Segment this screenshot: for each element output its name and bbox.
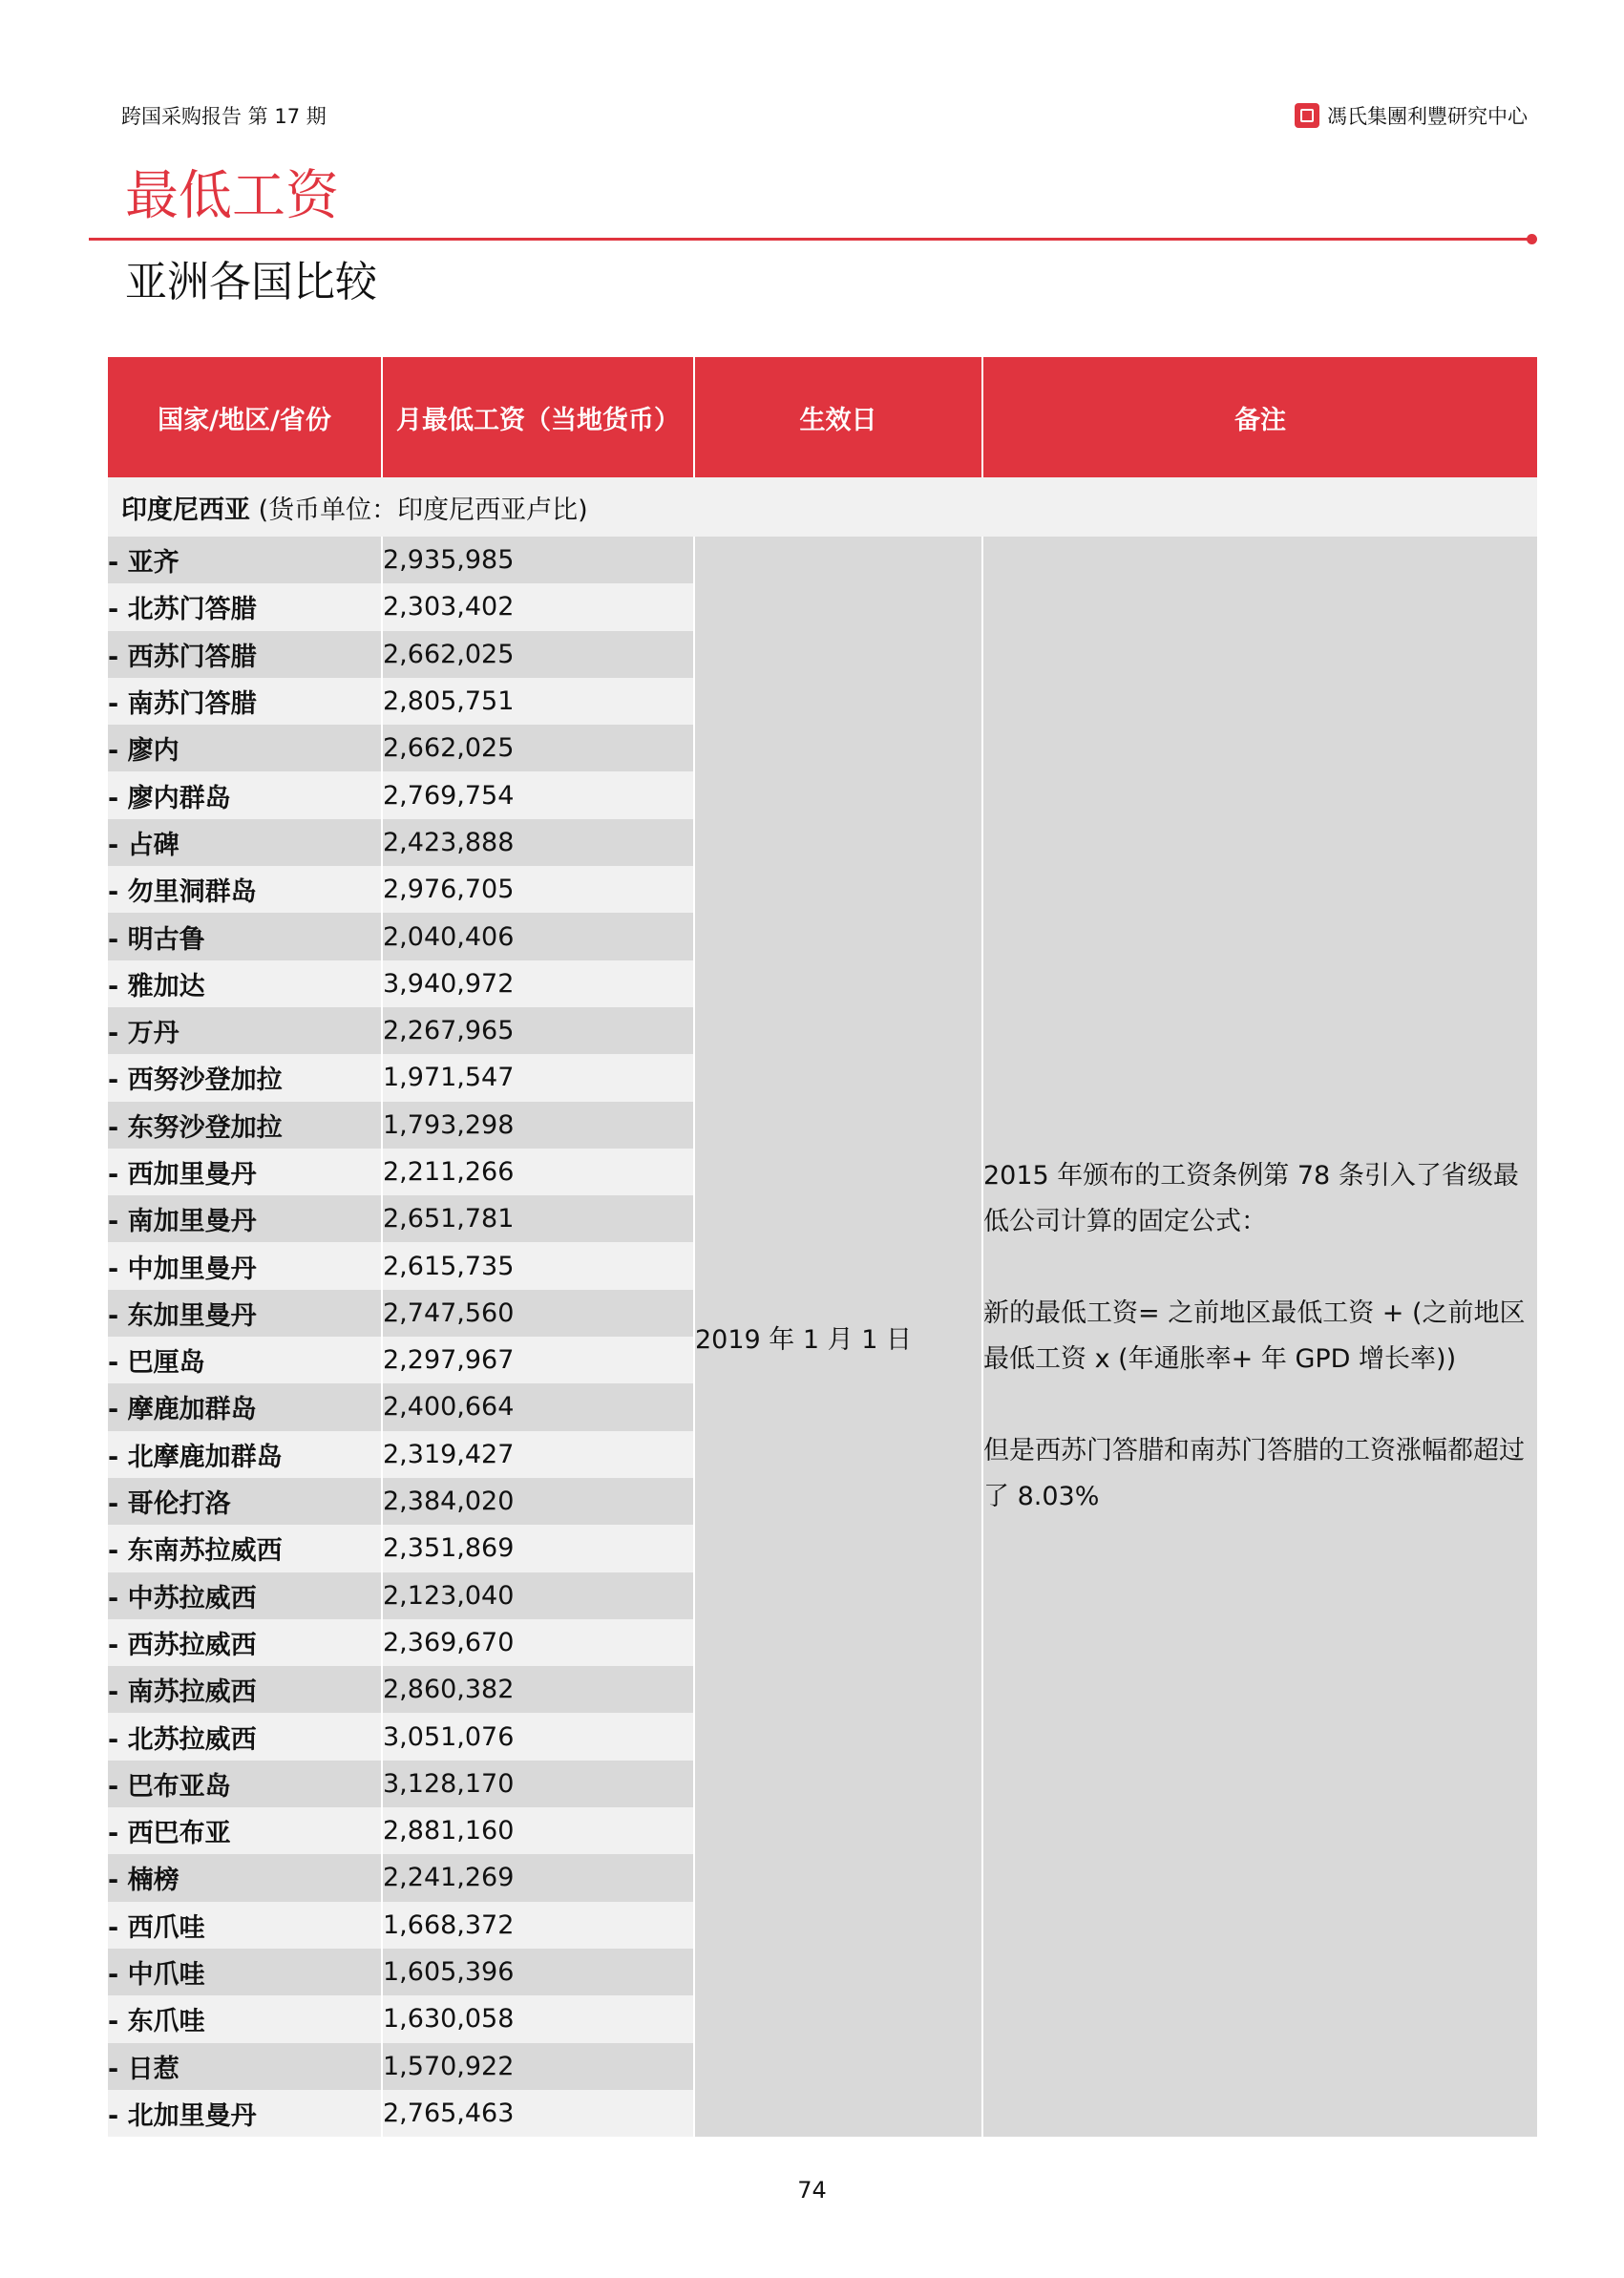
region-name: - 巴厘岛 bbox=[108, 1337, 382, 1383]
region-name: - 占碑 bbox=[108, 819, 382, 866]
header-region: 国家/地区/省份 bbox=[108, 357, 382, 477]
region-name: - 北摩鹿加群岛 bbox=[108, 1431, 382, 1478]
wage-value: 2,651,781 bbox=[382, 1195, 694, 1242]
region-name: - 北苏门答腊 bbox=[108, 583, 382, 630]
wage-value: 1,570,922 bbox=[382, 2043, 694, 2090]
region-name: - 东加里曼丹 bbox=[108, 1290, 382, 1337]
region-name: - 西加里曼丹 bbox=[108, 1149, 382, 1195]
region-name: - 廖内 bbox=[108, 725, 382, 771]
wage-value: 2,805,751 bbox=[382, 678, 694, 725]
wage-value: 2,662,025 bbox=[382, 725, 694, 771]
region-name: - 雅加达 bbox=[108, 960, 382, 1007]
wage-value: 3,940,972 bbox=[382, 960, 694, 1007]
divider-dot bbox=[1527, 234, 1537, 244]
wage-value: 3,128,170 bbox=[382, 1761, 694, 1807]
wage-value: 2,241,269 bbox=[382, 1854, 694, 1901]
group-country: 印度尼西亚 bbox=[121, 495, 250, 525]
region-name: - 廖内群岛 bbox=[108, 771, 382, 818]
wage-value: 2,040,406 bbox=[382, 913, 694, 960]
wage-value: 2,860,382 bbox=[382, 1666, 694, 1713]
region-name: - 中爪哇 bbox=[108, 1949, 382, 1995]
notes-cell bbox=[982, 537, 1537, 2137]
region-name: - 西爪哇 bbox=[108, 1902, 382, 1949]
region-name: - 南苏拉威西 bbox=[108, 1666, 382, 1713]
wage-value: 1,630,058 bbox=[382, 1995, 694, 2042]
wage-value: 2,123,040 bbox=[382, 1572, 694, 1619]
region-name: - 西努沙登加拉 bbox=[108, 1054, 382, 1101]
wage-value: 2,369,670 bbox=[382, 1619, 694, 1666]
wage-value: 2,976,705 bbox=[382, 866, 694, 913]
region-name: - 中加里曼丹 bbox=[108, 1242, 382, 1289]
publisher-name: 馮氏集團利豐研究中心 bbox=[1327, 105, 1528, 128]
wage-value: 2,769,754 bbox=[382, 771, 694, 818]
header-effective-date: 生效日 bbox=[694, 357, 982, 477]
wage-value: 2,662,025 bbox=[382, 631, 694, 678]
table-row bbox=[108, 537, 1537, 583]
page-title: 最低工资 bbox=[125, 165, 339, 227]
wage-value: 3,051,076 bbox=[382, 1713, 694, 1760]
effective-date: 2019 年 1 月 1 日 bbox=[694, 537, 982, 2137]
region-name: - 中苏拉威西 bbox=[108, 1572, 382, 1619]
region-name: - 南苏门答腊 bbox=[108, 678, 382, 725]
wage-value: 1,668,372 bbox=[382, 1902, 694, 1949]
wage-value: 2,423,888 bbox=[382, 819, 694, 866]
wage-value: 2,384,020 bbox=[382, 1478, 694, 1525]
minimum-wage-table bbox=[108, 357, 1537, 2137]
wage-value: 2,303,402 bbox=[382, 583, 694, 630]
page-number: 74 bbox=[797, 2177, 827, 2204]
table-header-row bbox=[108, 357, 1537, 477]
wage-value: 2,935,985 bbox=[382, 537, 694, 583]
region-name: - 西苏拉威西 bbox=[108, 1619, 382, 1666]
fung-logo-icon bbox=[1295, 103, 1319, 128]
wage-value: 2,400,664 bbox=[382, 1383, 694, 1430]
group-currency-unit: (货币单位：印度尼西亚卢比) bbox=[250, 495, 588, 525]
wage-value: 1,971,547 bbox=[382, 1054, 694, 1101]
header-monthly-wage: 月最低工资（当地货币） bbox=[382, 357, 694, 477]
wage-value: 2,881,160 bbox=[382, 1807, 694, 1854]
note-paragraph: 新的最低工资= 之前地区最低工资 + (之前地区最低工资 x (年通胀率+ 年 GPD 增长率)) bbox=[983, 1298, 1526, 1375]
region-name: - 哥伦打洛 bbox=[108, 1478, 382, 1525]
region-name: - 北苏拉威西 bbox=[108, 1713, 382, 1760]
page-subtitle: 亚洲各国比较 bbox=[125, 258, 377, 306]
region-name: - 日惹 bbox=[108, 2043, 382, 2090]
wage-value: 2,267,965 bbox=[382, 1007, 694, 1054]
note-paragraph: 2015 年颁布的工资条例第 78 条引入了省级最低公司计算的固定公式： bbox=[983, 1161, 1519, 1237]
region-name: - 北加里曼丹 bbox=[108, 2090, 382, 2137]
group-label bbox=[108, 477, 1537, 537]
region-name: - 东爪哇 bbox=[108, 1995, 382, 2042]
region-name: - 勿里洞群岛 bbox=[108, 866, 382, 913]
wage-value: 2,615,735 bbox=[382, 1242, 694, 1289]
wage-value: 1,605,396 bbox=[382, 1949, 694, 1995]
region-name: - 万丹 bbox=[108, 1007, 382, 1054]
wage-value: 2,297,967 bbox=[382, 1337, 694, 1383]
region-name: - 明古鲁 bbox=[108, 913, 382, 960]
region-name: - 西巴布亚 bbox=[108, 1807, 382, 1854]
title-divider bbox=[89, 238, 1530, 241]
region-name: - 摩鹿加群岛 bbox=[108, 1383, 382, 1430]
header-notes: 备注 bbox=[982, 357, 1537, 477]
region-name: - 东努沙登加拉 bbox=[108, 1102, 382, 1149]
group-row bbox=[108, 477, 1537, 537]
region-name: - 楠榜 bbox=[108, 1854, 382, 1901]
wage-value: 1,793,298 bbox=[382, 1102, 694, 1149]
note-paragraph: 但是西苏门答腊和南苏门答腊的工资涨幅都超过了 8.03% bbox=[983, 1436, 1525, 1512]
region-name: - 南加里曼丹 bbox=[108, 1195, 382, 1242]
wage-value: 2,319,427 bbox=[382, 1431, 694, 1478]
wage-value: 2,351,869 bbox=[382, 1525, 694, 1571]
wage-value: 2,747,560 bbox=[382, 1290, 694, 1337]
publisher bbox=[1295, 101, 1528, 130]
region-name: - 东南苏拉威西 bbox=[108, 1525, 382, 1571]
wage-value: 2,211,266 bbox=[382, 1149, 694, 1195]
report-issue-label: 跨国采购报告 第 17 期 bbox=[121, 105, 327, 128]
region-name: - 亚齐 bbox=[108, 537, 382, 583]
region-name: - 巴布亚岛 bbox=[108, 1761, 382, 1807]
wage-value: 2,765,463 bbox=[382, 2090, 694, 2137]
region-name: - 西苏门答腊 bbox=[108, 631, 382, 678]
